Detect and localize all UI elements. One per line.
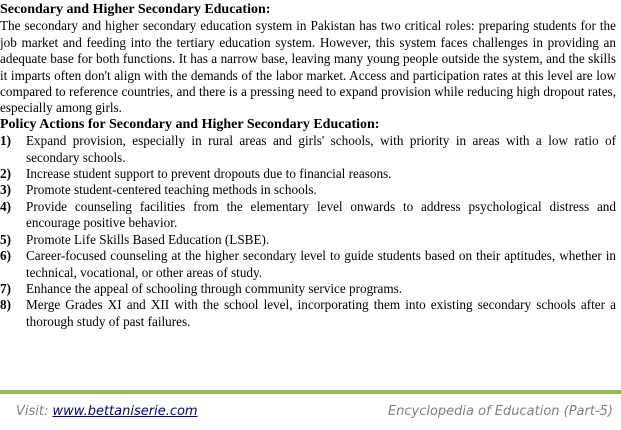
policy-item-text: Expand provision, especially in rural areas and girls' schools, with priority in areas with a low ratio of secondary schools. (26, 133, 616, 165)
policy-heading: Policy Actions for Secondary and Higher Secondary Education: (0, 116, 380, 132)
book-title: Encyclopedia of Education (Part-5) (387, 404, 613, 419)
policy-item (0, 199, 616, 232)
policy-item (0, 166, 616, 182)
policy-item-number: 6) (0, 248, 11, 264)
policy-item-number: 3) (0, 182, 11, 198)
policy-item-number: 7) (0, 280, 11, 296)
visit-label: Visit: (16, 404, 49, 419)
policy-item (0, 297, 616, 330)
policy-item-number: 5) (0, 231, 11, 247)
policy-item-number: 2) (0, 166, 11, 182)
policy-item (0, 133, 616, 166)
policy-item-number: 1) (0, 133, 11, 149)
document-body (0, 2, 616, 330)
section-heading: Secondary and Higher Secondary Education: (0, 2, 271, 17)
footer-visit (16, 404, 198, 419)
policy-item-text: Career-focused counseling at the higher secondary level to guide students based on their aptitudes, whether in technical, vocational, or other areas of study. (26, 248, 616, 280)
policy-item-text: Enhance the appeal of schooling through community service programs. (26, 280, 403, 296)
policy-item-text: Merge Grades XI and XII with the school level, incorporating them into existing secondary schools after a thorough study of past failures. (26, 297, 616, 329)
policy-item-text: Promote Life Skills Based Education (LSBE). (26, 231, 270, 247)
footer-divider (0, 390, 621, 394)
policy-item (0, 281, 616, 297)
policy-list (0, 133, 616, 330)
policy-item (0, 182, 616, 198)
website-link[interactable]: www.bettaniserie.com (52, 404, 198, 419)
policy-item-text: Promote student-centered teaching methods in schools. (26, 182, 317, 198)
policy-item (0, 232, 616, 248)
policy-item-text: Increase student support to prevent dropouts due to financial reasons. (26, 166, 392, 182)
policy-item-number: 8) (0, 297, 11, 313)
policy-item-number: 4) (0, 198, 11, 214)
policy-item (0, 248, 616, 281)
policy-item-text: Provide counseling facilities from the elementary level onwards to address psychological distress and encourage positive behavior. (26, 198, 616, 231)
page-footer (0, 404, 621, 424)
intro-paragraph: The secondary and higher secondary education system in Pakistan has two critical roles: preparing students for the job market and feeding into the tertiary education system. However, this system faces challenges in providing an adequate base for both functions. It has a narrow base, leaving many young people outside the system, and the skills it imparts often don't align with the demands of the labor market. Access and participation rates at this level are low compared to reference countries, and there is a pressing need to expand provision while reducing high dropout rates, especially among girls. (0, 18, 616, 116)
